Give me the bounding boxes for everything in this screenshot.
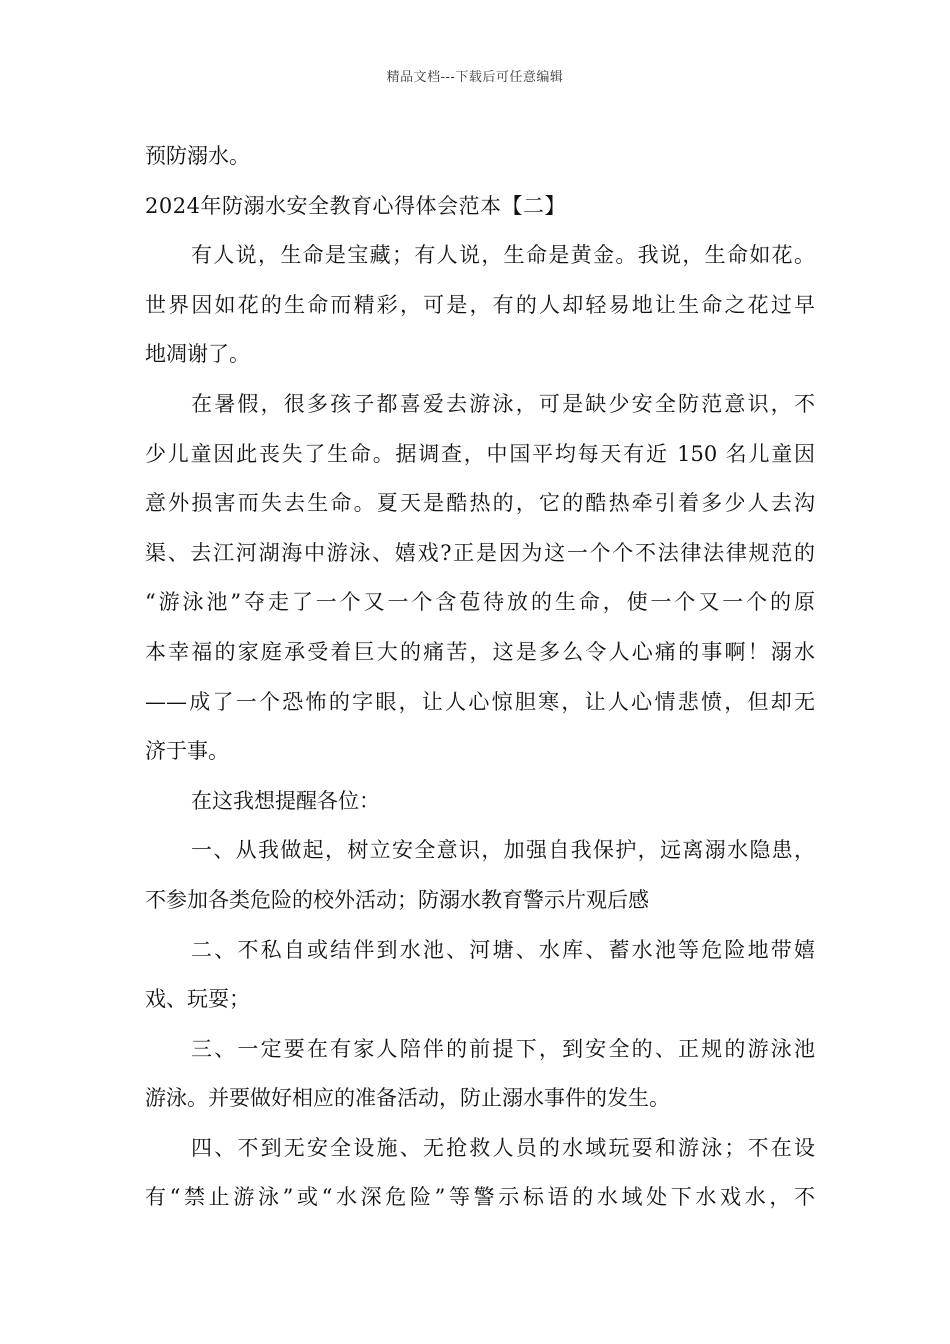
text-line: 游泳。并要做好相应的准备活动，防止溺水事件的发生。 xyxy=(145,1086,670,1111)
text-line: 在暑假，很多孩子都喜爱去游泳，可是缺少安全防范意识，不 xyxy=(191,391,815,416)
text-line: 一、从我做起，树立安全意识，加强自我保护，远离溺水隐患， xyxy=(191,838,815,863)
text-line: 有“禁止游泳”或“水深危险”等警示标语的水域处下水戏水，不 xyxy=(145,1185,815,1210)
text-line: 在这我想提醒各位： xyxy=(191,788,380,813)
text-line: 预防溺水。 xyxy=(145,144,250,168)
text-line: 渠、去江河湖海中游泳、嬉戏?正是因为这一个个不法律法律规范的 xyxy=(145,540,815,565)
page-header: 精品文档---下载后可任意编辑 xyxy=(386,70,564,85)
document-body xyxy=(145,132,815,1223)
text-line: 少儿童因此丧失了生命。据调查，中国平均每天有近 150 名儿童因 xyxy=(145,441,815,466)
text-line: 地凋谢了。 xyxy=(145,342,250,367)
text-line: 意外损害而失去生命。夏天是酷热的，它的酷热牵引着多少人去沟 xyxy=(145,491,815,516)
text-line: “游泳池”夺走了一个又一个含苞待放的生命，使一个又一个的原 xyxy=(145,590,815,615)
section-title: 2024年防溺水安全教育心得体会范本【二】 xyxy=(145,193,566,218)
text-line: ——成了一个恐怖的字眼，让人心惊胆寒，让人心情悲愤，但却无 xyxy=(145,689,815,714)
text-line: 不参加各类危险的校外活动；防溺水教育警示片观后感 xyxy=(145,887,649,912)
text-line: 济于事。 xyxy=(145,739,229,764)
text-line: 戏、玩耍； xyxy=(145,987,250,1012)
text-line: 二、不私自或结伴到水池、河塘、水库、蓄水池等危险地带嬉 xyxy=(191,937,815,962)
text-line: 四、不到无安全设施、无抢救人员的水域玩耍和游泳；不在设 xyxy=(191,1135,815,1160)
text-line: 有人说，生命是宝藏；有人说，生命是黄金。我说，生命如花。 xyxy=(191,243,815,268)
text-line: 本幸福的家庭承受着巨大的痛苦，这是多么令人心痛的事啊！溺水 xyxy=(145,639,815,664)
text-line: 世界因如花的生命而精彩，可是，有的人却轻易地让生命之花过早 xyxy=(145,292,815,317)
text-line: 三、一定要在有家人陪伴的前提下，到安全的、正规的游泳池 xyxy=(191,1036,815,1061)
